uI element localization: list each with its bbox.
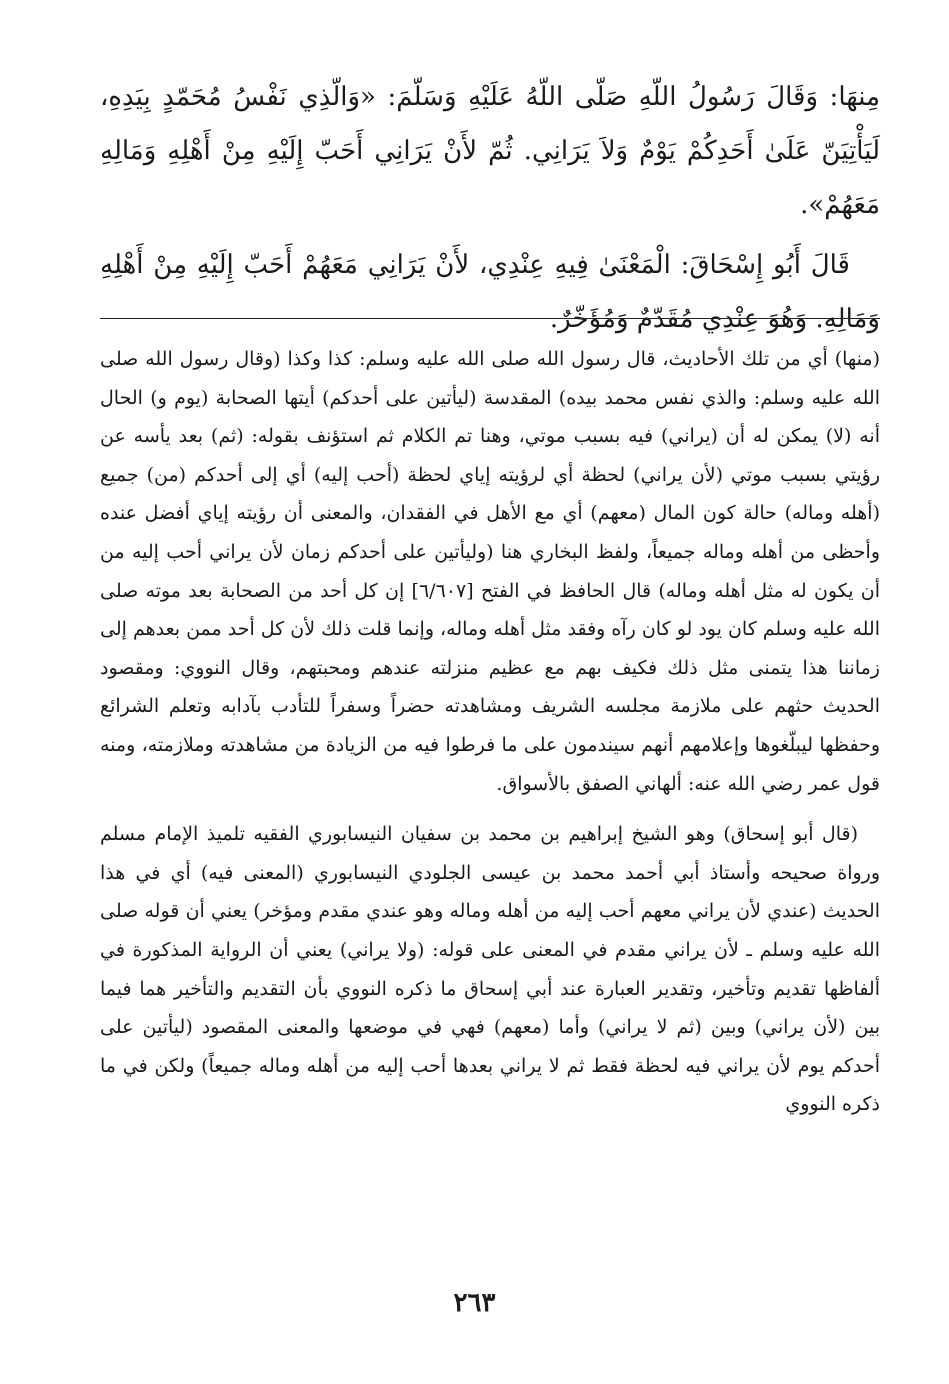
abu-ishaq-text: قَالَ أَبُو إِسْحَاقَ: الْمَعْنَىٰ فِيهِ عِنْدِي، لأَنْ يَرَانِي مَعَهُمْ أَحَبّ إِلَيْهِ مِنْ أَهْلِهِ وَمَالِهِ. وَهُوَ عِنْدِي مُقَدّمٌ وَمُؤَخّرٌ. [100,250,880,334]
hadith-text: مِنهَا: وَقَالَ رَسُولُ اللّهِ صَلّى اللّهُ عَلَيْهِ وَسَلّمَ: «وَالّذِي نَفْسُ مُحَمّدٍ بِيَدِهِ، لَيَأْتِيَنّ عَلَىٰ أَحَدِكُمْ يَوْمٌ وَلاَ يَرَانِي. ثُمّ لأَنْ يَرَانِي أَحَبّ إِلَيْهِ مِنْ أَهْلِهِ وَمَالِهِ مَعَهُمْ». [100,82,880,220]
commentary-text-2: (قال أبو إسحاق) وهو الشيخ إبراهيم بن محمد بن سفيان النيسابوري الفقيه تلميذ الإمام مسلم ورواة صحيحه وأستاذ أبي أحمد محمد بن عيسى الجلودي النيسابوري (المعنى فيه) أي في هذا الحديث (عندي لأن يراني معهم أحب إليه من أهله وماله وهو عندي مقدم ومؤخر) يعني أن قوله صلى الله عليه وسلم ـ لأن يراني مقدم في المعنى على قوله: (ولا يراني) يعني أن الرواية المذكورة في ألفاظها تقديم وتأخير، وتقدير العبارة عند أبي إسحاق ما ذكره النووي بأن التقديم والتأخير هما فيما بين (لأن يراني) وبين (ثم لا يراني) وأما (معهم) فهي في موضعها والمعنى المقصود (ليأتين على أحدكم يوم لأن يراني فيه لحظة فقط ثم لا يراني بعدها أحب إليه من أهله وماله جميعاً) ولكن في ما ذكره النووي [100,823,880,1116]
main-text [100,70,880,346]
commentary-paragraph [100,815,880,1124]
abu-ishaq-paragraph [100,238,880,346]
footnote-separator [100,318,880,319]
commentary [100,340,880,1124]
hadith-paragraph [100,70,880,232]
page-body [100,70,881,1116]
commentary-paragraph [100,340,880,803]
page-number: ٢٦٣ [453,1288,496,1318]
commentary-text-1: (منها) أي من تلك الأحاديث، قال رسول الله صلى الله عليه وسلم: كذا وكذا (وقال رسول الله صلى الله عليه وسلم: والذي نفس محمد بيده) المقدسة (ليأتين على أحدكم) أيتها الصحابة (يوم و) الحال أنه (لا) يمكن له أن (يراني) فيه بسبب موتي، وهنا تم الكلام ثم استؤنف بقوله: (ثم) بعد يأسه عن رؤيتي بسبب موتي (لأن يراني) لحظة أي لرؤيته إياي لحظة (أحب إليه) أي إلى أحدكم (من) جميع (أهله وماله) حالة كون المال (معهم) أي مع الأهل في الفقدان، والمعنى أن رؤيته إياي أفضل عنده وأحظى من أهله وماله جميعاً، ولفظ البخاري هنا (وليأتين على أحدكم زمان لأن يراني أحب إليه من أن يكون له مثل أهله وماله) قال الحافظ في الفتح [٦/٦٠٧] إن كل أحد من الصحابة بعد موته صلى الله عليه وسلم كان يود لو كان رآه وفقد مثل أهله وماله، وإنما قلت ذلك لأن كل أحد ممن بعدهم إلى زماننا هذا يتمنى مثل ذلك فكيف بهم مع عظيم منزلته عندهم ومحبتهم، وقال النووي: ومقصود الحديث حثهم على ملازمة مجلسه الشريف ومشاهدته حضراً وسفراً للتأدب بآدابه وتعلم الشرائع وحفظها ليبلّغوها وإعلامهم أنهم سيندمون على ما فرطوا فيه من الزيادة من مشاهدته وملازمته، ومنه قول عمر رضي الله عنه: ألهاني الصفق بالأسواق. [100,348,881,795]
